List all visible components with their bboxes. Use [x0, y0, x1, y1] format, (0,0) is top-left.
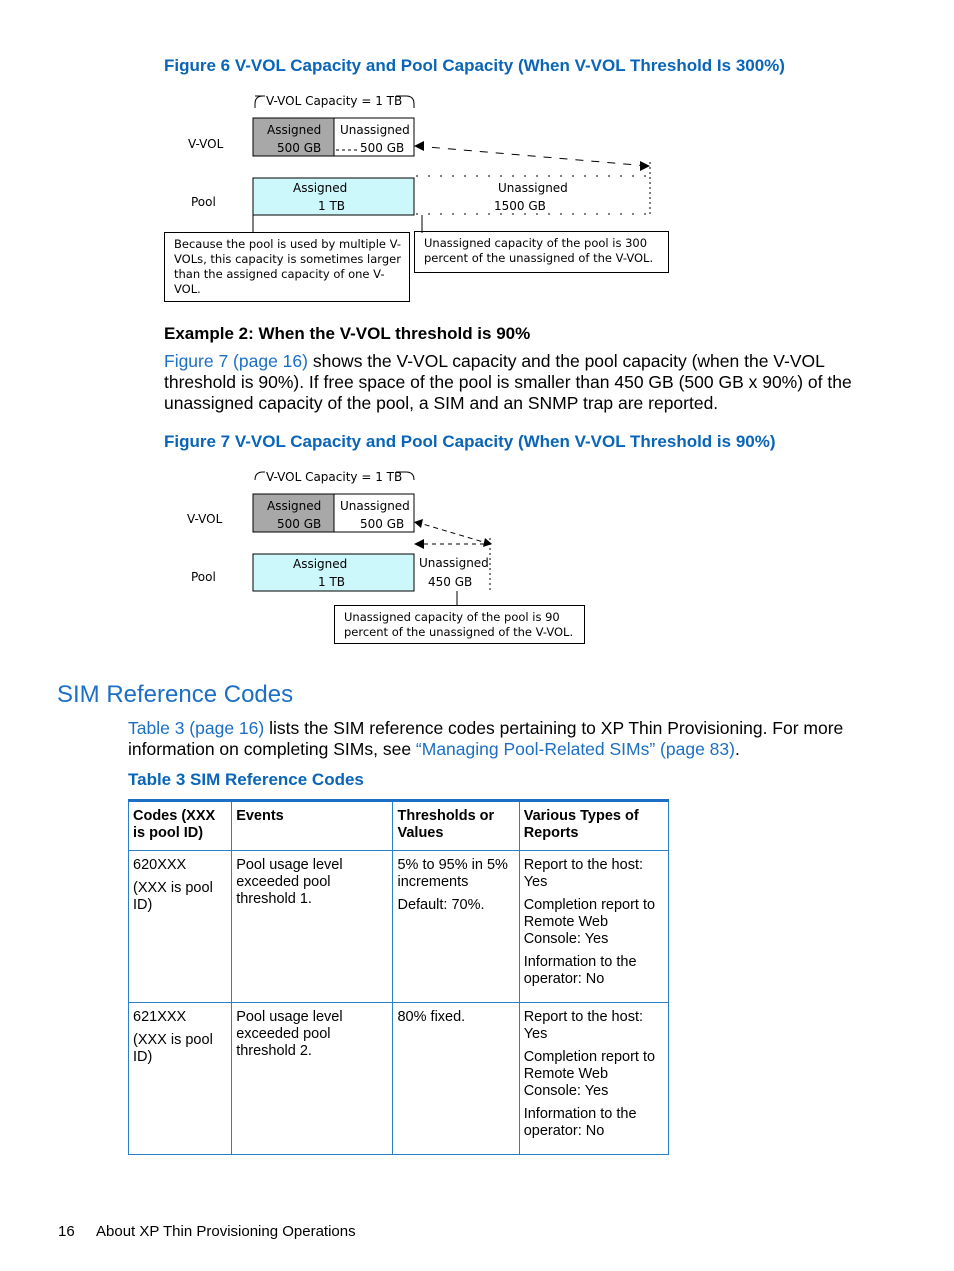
table-row — [129, 1003, 669, 1155]
figure-7-link[interactable]: Figure 7 (page 16) — [164, 351, 308, 371]
header-reports: Various Types of Reports — [519, 801, 668, 851]
section-title: SIM Reference Codes — [57, 681, 294, 708]
example-2-heading: Example 2: When the V-VOL threshold is 90% — [164, 324, 531, 343]
report-operator: Information to the operator: No — [523, 1106, 637, 1139]
pool-assigned-size: 1 TB — [318, 199, 346, 213]
vvol-unassigned-size: 500 GB — [360, 141, 405, 155]
report-console: Completion report to Remote Web Console: Yes — [523, 897, 656, 947]
figure-6-note-left: Because the pool is used by multiple V-VOLs, this capacity is sometimes larger than the assigned capacity of one V-VOL. — [164, 232, 410, 302]
capacity-label: V-VOL Capacity = 1 TB — [266, 94, 403, 108]
example-2-text: shows the V-VOL capacity and the pool capacity (when the V-VOL threshold is 90%). If free space of the pool is smaller than 450 GB (500 GB x 90%) of the unassigned capacity of the pool, a SIM and an SNMP trap are reported. — [164, 351, 852, 413]
section-paragraph — [128, 718, 848, 760]
section-text-1: lists the SIM reference codes pertaining to XP Thin Provisioning. For more information on completing SIMs, see — [128, 718, 844, 759]
pool-unassigned-size: 450 GB — [428, 575, 473, 589]
pool-assigned-label: Assigned — [293, 557, 348, 571]
threshold-text: 5% to 95% in 5% increments — [397, 857, 508, 890]
pool-assigned-label: Assigned — [293, 181, 348, 195]
pool-unassigned-label: Unassigned — [419, 556, 489, 570]
vvol-row-label: V-VOL — [188, 137, 224, 151]
vvol-assigned-label: Assigned — [267, 123, 322, 137]
cell-code — [129, 1003, 232, 1155]
vvol-assigned-label: Assigned — [267, 499, 322, 513]
header-events: Events — [232, 801, 393, 851]
figure-7-caption: Figure 7 V-VOL Capacity and Pool Capacity (When V-VOL Threshold is 90%) — [164, 432, 776, 451]
cell-event — [232, 851, 393, 1003]
header-thresholds: Thresholds or Values — [393, 801, 519, 851]
threshold-default: Default: 70%. — [397, 897, 485, 913]
figure-6-note-right: Unassigned capacity of the pool is 300 percent of the unassigned of the V-VOL. — [414, 231, 669, 273]
code-value: 620XXX — [133, 857, 187, 873]
chapter-title: About XP Thin Provisioning Operations — [96, 1223, 356, 1240]
figure-6-caption: Figure 6 V-VOL Capacity and Pool Capacity (When V-VOL Threshold Is 300%) — [164, 56, 785, 75]
vvol-assigned-size: 500 GB — [277, 141, 322, 155]
pool-row-label: Pool — [191, 195, 216, 209]
page-number: 16 — [58, 1223, 75, 1240]
event-text: Pool usage level exceeded pool threshold 1. — [236, 857, 343, 907]
report-host: Report to the host: Yes — [523, 1009, 643, 1042]
code-note: (XXX is pool ID) — [133, 1032, 213, 1065]
cell-code — [129, 851, 232, 1003]
sim-reference-table — [128, 799, 669, 1155]
table-caption: Table 3 SIM Reference Codes — [128, 770, 364, 789]
cell-event — [232, 1003, 393, 1155]
pool-unassigned-label: Unassigned — [498, 181, 568, 195]
vvol-assigned-size: 500 GB — [277, 517, 322, 531]
vvol-row-label: V-VOL — [187, 512, 223, 526]
cell-reports — [519, 1003, 668, 1155]
report-operator: Information to the operator: No — [523, 954, 637, 987]
cell-threshold — [393, 851, 519, 1003]
cell-threshold — [393, 1003, 519, 1155]
header-codes: Codes (XXX is pool ID) — [129, 801, 232, 851]
capacity-label: V-VOL Capacity = 1 TB — [266, 470, 403, 484]
managing-sims-link[interactable]: “Managing Pool-Related SIMs” (page 83) — [415, 739, 735, 759]
example-2-paragraph — [164, 351, 874, 414]
threshold-text: 80% fixed. — [397, 1009, 466, 1025]
pool-assigned-size: 1 TB — [318, 575, 346, 589]
pool-unassigned-size: 1500 GB — [494, 199, 546, 213]
code-note: (XXX is pool ID) — [133, 880, 213, 913]
table-header-row — [129, 801, 669, 851]
report-host: Report to the host: Yes — [523, 857, 643, 890]
section-text-2: . — [734, 739, 740, 759]
code-value: 621XXX — [133, 1009, 187, 1025]
table-row — [129, 851, 669, 1003]
figure-7-note: Unassigned capacity of the pool is 90 percent of the unassigned of the V-VOL. — [334, 605, 585, 644]
cell-reports — [519, 851, 668, 1003]
table-3-link[interactable]: Table 3 (page 16) — [128, 718, 265, 738]
report-console: Completion report to Remote Web Console: Yes — [523, 1049, 656, 1099]
vvol-unassigned-label: Unassigned — [340, 123, 410, 137]
vvol-unassigned-label: Unassigned — [340, 499, 410, 513]
vvol-unassigned-size: 500 GB — [360, 517, 405, 531]
pool-row-label: Pool — [191, 570, 216, 584]
event-text: Pool usage level exceeded pool threshold 2. — [236, 1009, 343, 1059]
